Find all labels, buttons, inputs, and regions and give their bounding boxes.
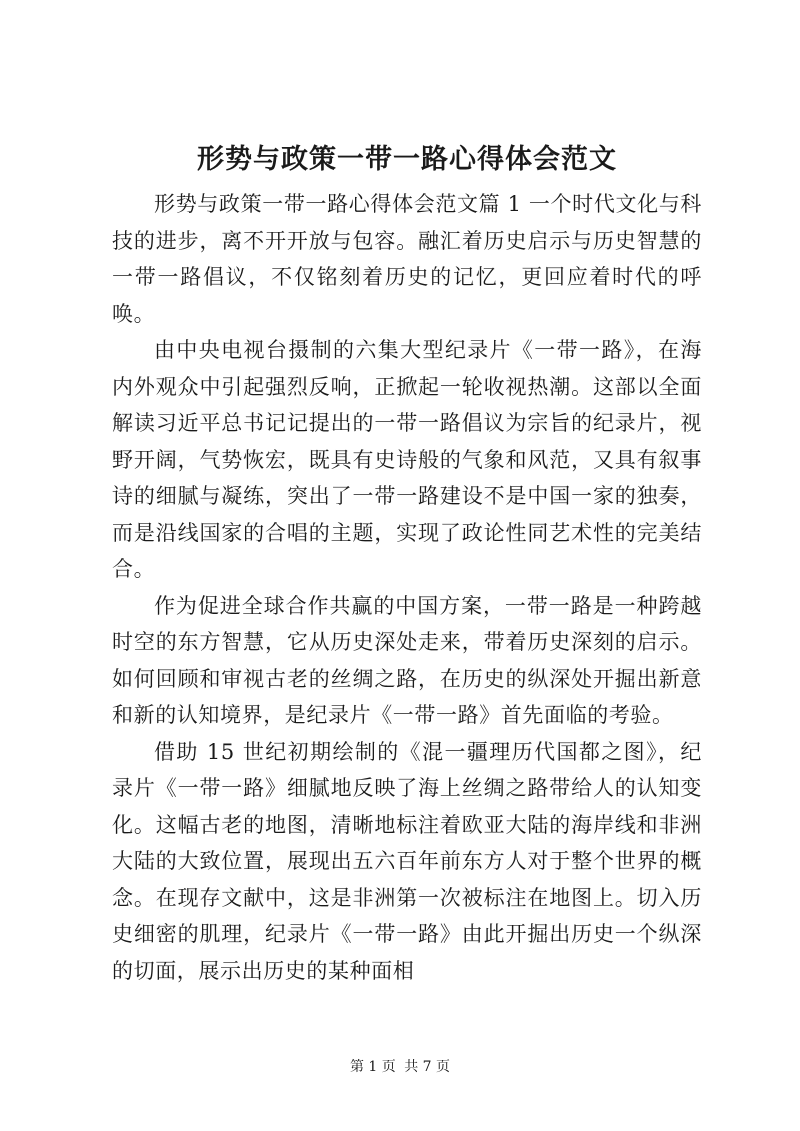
paragraph: 形势与政策一带一路心得体会范文篇 1 一个时代文化与科技的进步，离不开开放与包容。融汇着历史启示与历史智慧的一带一路倡议，不仅铭刻着历史的记忆，更回应着时代的呼唤。 (112, 192, 702, 326)
page-number: 第 1 页 (349, 1059, 396, 1075)
document-page (112, 138, 702, 989)
document-title: 形势与政策一带一路心得体会范文 (197, 144, 617, 175)
page-footer (0, 1058, 800, 1076)
page-total: 共 7 页 (404, 1059, 451, 1075)
paragraph: 作为促进全球合作共赢的中国方案，一带一路是一种跨越时空的东方智慧，它从历史深处走来，带着历史深刻的启示。如何回顾和审视古老的丝绸之路，在历史的纵深处开掘出新意和新的认知境界，是纪录片《一带一路》首先面临的考验。 (112, 593, 702, 727)
paragraph: 借助 15 世纪初期绘制的《混一疆理历代国都之图》，纪录片《一带一路》细腻地反映了海上丝绸之路带给人的认知变化。这幅古老的地图，清晰地标注着欧亚大陆的海岸线和非洲大陆的大致位置，展现出五六百年前东方人对于整个世界的概念。在现存文献中，这是非洲第一次被标注在地图上。切入历史细密的肌理，纪录片《一带一路》由此开掘出历史一个纵深的切面，展示出历史的某种面相 (112, 739, 702, 983)
paragraph: 由中央电视台摄制的六集大型纪录片《一带一路》，在海内外观众中引起强烈反响，正掀起一轮收视热潮。这部以全面解读习近平总书记记提出的一带一路倡议为宗旨的纪录片，视野开阔，气势恢宏，既具有史诗般的气象和风范，又具有叙事诗的细腻与凝练，突出了一带一路建设不是中国一家的独奏，而是沿线国家的合唱的主题，实现了政论性同艺术性的完美结合。 (112, 338, 702, 581)
